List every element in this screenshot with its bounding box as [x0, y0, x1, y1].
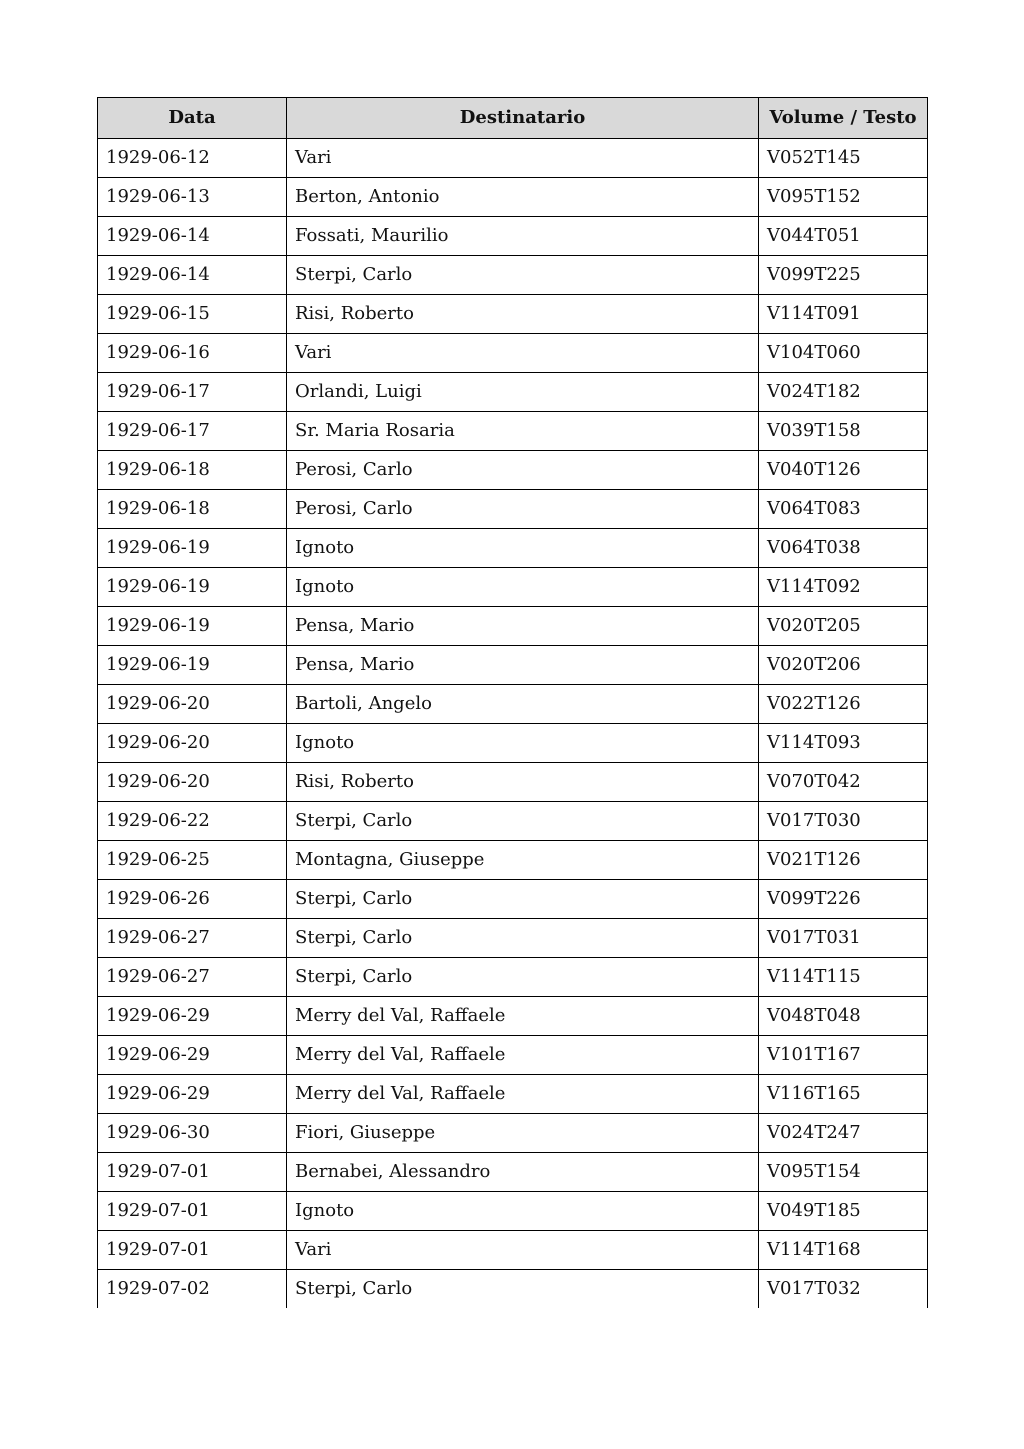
- table-row: [98, 724, 928, 763]
- table-row: [98, 295, 928, 334]
- cell-volume-text: V021T126: [759, 841, 928, 880]
- header-recipient: Destinatario: [287, 98, 759, 139]
- cell-volume-text: V064T083: [759, 490, 928, 529]
- cell-date: 1929-06-17: [98, 412, 287, 451]
- cell-date: 1929-06-13: [98, 178, 287, 217]
- table-row: [98, 490, 928, 529]
- table-row: [98, 802, 928, 841]
- cell-volume-text: V114T168: [759, 1231, 928, 1270]
- cell-date: 1929-06-12: [98, 139, 287, 178]
- table-row: [98, 1036, 928, 1075]
- cell-date: 1929-06-29: [98, 1036, 287, 1075]
- cell-recipient: Sterpi, Carlo: [287, 919, 759, 958]
- cell-date: 1929-07-01: [98, 1231, 287, 1270]
- cell-recipient: Berton, Antonio: [287, 178, 759, 217]
- table-row: [98, 139, 928, 178]
- cell-date: 1929-06-14: [98, 217, 287, 256]
- cell-date: 1929-06-19: [98, 646, 287, 685]
- cell-volume-text: V116T165: [759, 1075, 928, 1114]
- cell-date: 1929-06-25: [98, 841, 287, 880]
- cell-recipient: Ignoto: [287, 568, 759, 607]
- table-row: [98, 880, 928, 919]
- cell-date: 1929-06-29: [98, 1075, 287, 1114]
- cell-recipient: Risi, Roberto: [287, 763, 759, 802]
- cell-recipient: Merry del Val, Raffaele: [287, 1075, 759, 1114]
- cell-volume-text: V049T185: [759, 1192, 928, 1231]
- cell-volume-text: V114T115: [759, 958, 928, 997]
- cell-recipient: Vari: [287, 334, 759, 373]
- cell-volume-text: V020T206: [759, 646, 928, 685]
- cell-recipient: Perosi, Carlo: [287, 451, 759, 490]
- cell-recipient: Ignoto: [287, 724, 759, 763]
- cell-volume-text: V095T154: [759, 1153, 928, 1192]
- table-row: [98, 1231, 928, 1270]
- cell-volume-text: V017T031: [759, 919, 928, 958]
- cell-recipient: Ignoto: [287, 529, 759, 568]
- table-row: [98, 646, 928, 685]
- header-date: Data: [98, 98, 287, 139]
- cell-recipient: Sterpi, Carlo: [287, 802, 759, 841]
- table-row: [98, 451, 928, 490]
- cell-recipient: Bartoli, Angelo: [287, 685, 759, 724]
- cell-date: 1929-06-14: [98, 256, 287, 295]
- table-row: [98, 958, 928, 997]
- cell-volume-text: V099T225: [759, 256, 928, 295]
- cell-date: 1929-06-19: [98, 529, 287, 568]
- table-row: [98, 529, 928, 568]
- cell-date: 1929-06-19: [98, 607, 287, 646]
- table-row: [98, 568, 928, 607]
- cell-recipient: Sr. Maria Rosaria: [287, 412, 759, 451]
- table-row: [98, 412, 928, 451]
- cell-volume-text: V070T042: [759, 763, 928, 802]
- cell-date: 1929-06-27: [98, 919, 287, 958]
- cell-volume-text: V064T038: [759, 529, 928, 568]
- cell-date: 1929-07-01: [98, 1192, 287, 1231]
- cell-recipient: Fossati, Maurilio: [287, 217, 759, 256]
- cell-volume-text: V024T182: [759, 373, 928, 412]
- cell-recipient: Fiori, Giuseppe: [287, 1114, 759, 1153]
- cell-recipient: Pensa, Mario: [287, 646, 759, 685]
- cell-date: 1929-06-30: [98, 1114, 287, 1153]
- cell-recipient: Ignoto: [287, 1192, 759, 1231]
- cell-recipient: Sterpi, Carlo: [287, 958, 759, 997]
- table-row: [98, 685, 928, 724]
- cell-volume-text: V101T167: [759, 1036, 928, 1075]
- cell-date: 1929-06-18: [98, 451, 287, 490]
- cell-date: 1929-06-16: [98, 334, 287, 373]
- cell-volume-text: V048T048: [759, 997, 928, 1036]
- header-row: [98, 98, 928, 139]
- cell-recipient: Sterpi, Carlo: [287, 256, 759, 295]
- cell-date: 1929-06-19: [98, 568, 287, 607]
- cell-volume-text: V044T051: [759, 217, 928, 256]
- cell-recipient: Montagna, Giuseppe: [287, 841, 759, 880]
- cell-volume-text: V040T126: [759, 451, 928, 490]
- header-volume-text: Volume / Testo: [759, 98, 928, 139]
- cell-volume-text: V099T226: [759, 880, 928, 919]
- cell-recipient: Orlandi, Luigi: [287, 373, 759, 412]
- cell-recipient: Merry del Val, Raffaele: [287, 1036, 759, 1075]
- cell-date: 1929-06-20: [98, 724, 287, 763]
- cell-date: 1929-06-17: [98, 373, 287, 412]
- cell-recipient: Perosi, Carlo: [287, 490, 759, 529]
- cell-date: 1929-06-20: [98, 763, 287, 802]
- letters-table: [97, 97, 928, 1308]
- cell-volume-text: V104T060: [759, 334, 928, 373]
- cell-date: 1929-06-18: [98, 490, 287, 529]
- cell-recipient: Vari: [287, 1231, 759, 1270]
- cell-volume-text: V114T093: [759, 724, 928, 763]
- table-row: [98, 763, 928, 802]
- cell-volume-text: V022T126: [759, 685, 928, 724]
- cell-volume-text: V039T158: [759, 412, 928, 451]
- cell-volume-text: V017T032: [759, 1270, 928, 1309]
- cell-date: 1929-06-22: [98, 802, 287, 841]
- table-row: [98, 1114, 928, 1153]
- table-body: [98, 139, 928, 1309]
- cell-volume-text: V052T145: [759, 139, 928, 178]
- table-header: [98, 98, 928, 139]
- table-row: [98, 1075, 928, 1114]
- table-row: [98, 997, 928, 1036]
- cell-recipient: Sterpi, Carlo: [287, 880, 759, 919]
- cell-date: 1929-06-26: [98, 880, 287, 919]
- cell-volume-text: V095T152: [759, 178, 928, 217]
- cell-recipient: Pensa, Mario: [287, 607, 759, 646]
- cell-recipient: Risi, Roberto: [287, 295, 759, 334]
- cell-volume-text: V020T205: [759, 607, 928, 646]
- cell-date: 1929-07-02: [98, 1270, 287, 1309]
- cell-volume-text: V114T092: [759, 568, 928, 607]
- cell-recipient: Merry del Val, Raffaele: [287, 997, 759, 1036]
- cell-recipient: Bernabei, Alessandro: [287, 1153, 759, 1192]
- table-row: [98, 1192, 928, 1231]
- table-row: [98, 178, 928, 217]
- cell-volume-text: V017T030: [759, 802, 928, 841]
- table-row: [98, 334, 928, 373]
- table-row: [98, 373, 928, 412]
- table-row: [98, 256, 928, 295]
- table-row: [98, 1153, 928, 1192]
- cell-date: 1929-06-27: [98, 958, 287, 997]
- cell-volume-text: V024T247: [759, 1114, 928, 1153]
- table-row: [98, 841, 928, 880]
- cell-date: 1929-06-15: [98, 295, 287, 334]
- cell-date: 1929-07-01: [98, 1153, 287, 1192]
- table-row: [98, 1270, 928, 1309]
- table-row: [98, 217, 928, 256]
- cell-volume-text: V114T091: [759, 295, 928, 334]
- cell-recipient: Vari: [287, 139, 759, 178]
- cell-date: 1929-06-20: [98, 685, 287, 724]
- table-row: [98, 919, 928, 958]
- cell-date: 1929-06-29: [98, 997, 287, 1036]
- table-row: [98, 607, 928, 646]
- cell-recipient: Sterpi, Carlo: [287, 1270, 759, 1309]
